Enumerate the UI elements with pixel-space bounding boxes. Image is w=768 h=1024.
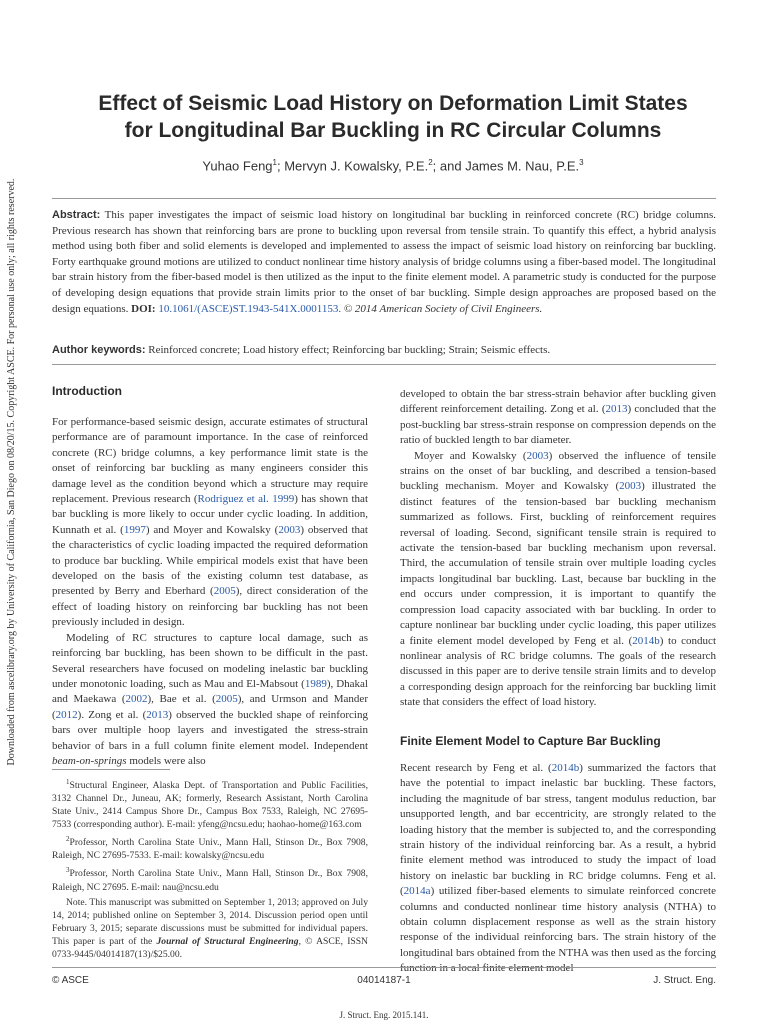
- ref-feng-2014b-2[interactable]: 2014b: [551, 762, 580, 774]
- keywords-text: Reinforced concrete; Load history effect; Reinforcing bar buckling; Strain; Seismic effects.: [145, 344, 551, 356]
- ref-kunnath-1997[interactable]: 1997: [123, 523, 146, 536]
- manuscript-note: Note. This manuscript was submitted on September 1, 2013; approved on July 14, 2014; published online on September 3, 2014. Discussion period open until February 3, 2015; separate discussions must be submitted for individual papers. This paper is part of the Journal of Structural Engineering, © ASCE, ISSN 0733-9445/04014187(13)/$25.00.: [52, 896, 368, 960]
- bottom-citation: J. Struct. Eng. 2015.141.: [339, 1010, 429, 1020]
- keywords-bottom-rule: [52, 364, 716, 365]
- title-line-2: for Longitudinal Bar Buckling in RC Circular Columns: [124, 119, 662, 142]
- intro-paragraph-2: Modeling of RC structures to capture local damage, such as reinforcing bar buckling, has been shown to be difficult in the past. Several researchers have focused on modeling inelastic bar buckling under monotonic loading, such as Mau and El-Mabsout (1989), Dhakal and Maekawa (2002), Bae et al. (2005), and Urmson and Mander (2012). Zong et al. (2013) observed the buckled shape of reinforcing bars over multiple hoop layers and investigated the stress-strain behavior of bars in a full column finite element model. Independent beam-on-springs models were also: [52, 631, 368, 767]
- ref-zong-2013b[interactable]: 2013: [605, 403, 628, 416]
- doi-label: DOI:: [131, 302, 156, 315]
- right-paragraph-2: Moyer and Kowalsky (2003) observed the influence of tensile strains on the onset of bar buckling, and described a tension-based buckling mechanism. Moyer and Kowalsky (2003) illustrated the distinct features of the tension-based bar buckling mechanism summarized as follows. First, buckling of reinforcement requires reversal of loading. Second, significant tensile strain is required to activate the tension-based bar buckling mechanism upon reversal. Third, the accumulation of tensile strain over multiple loading cycles impacts longitudinal bar buckling. Last, because bar buckling in the end occurs under compression, it is important to quantify the compression load capacity associated with bar buckling. In order to capture nonlinear bar buckling under cyclic loading, this paper utilizes a finite element model developed by Feng et al. (2014b) to conduct nonlinear analysis of RC bridge columns. The goals of the research discussed in this paper are to derive tensile strain limits and to develop a corresponding design approach for the reinforcing bar buckling limit state that considers the effect of load history.: [400, 449, 717, 709]
- ref-urmson-2012[interactable]: 2012: [55, 708, 78, 721]
- footer-page-id: 04014187-1: [357, 975, 411, 986]
- intro-paragraph-1: For performance-based seismic design, accurate estimates of structural performance are of paramount importance. In the case of reinforced concrete (RC) bridge columns, a key performance limit state is the onset of reinforcing bar buckling as many engineers consider this damage level as the condition beyond which a structure may require replacement. Previous research (Rodriguez et al. 1999) has shown that bar buckling is more likely to occur under cyclic loading. In addition, Kunnath et al. (1997) and Moyer and Kowalsky (2003) observed that the characteristics of cyclic loading impacted the required deformation to produce bar buckling. While empirical models exist that have been developed on the basis of the existing column test database, as presented by Berry and Eberhard (2005), direct consideration of the effect of loading history on reinforcing bar buckling has not been previously included in design.: [52, 416, 368, 629]
- ref-dhakal-2002[interactable]: 2002: [125, 693, 148, 706]
- introduction-heading: Introduction: [52, 384, 122, 398]
- right-column: [400, 387, 716, 711]
- right-paragraph-1: developed to obtain the bar stress-strain behavior after buckling given different reinforcement detailing. Zong et al. (2013) concluded that the post-buckling bar stress-strain response on compression depends on the ratio of buckled length to bar diameter.: [400, 388, 716, 447]
- footer-journal: J. Struct. Eng.: [653, 975, 716, 986]
- author-3-affil: 3: [579, 158, 584, 167]
- keywords-label: Author keywords:: [52, 344, 146, 356]
- author-keywords: [52, 342, 716, 358]
- finite-element-section: [400, 734, 716, 977]
- ref-zong-2013[interactable]: 2013: [146, 708, 169, 721]
- abstract-top-rule: [52, 198, 716, 199]
- ref-moyer-2003c[interactable]: 2003: [619, 480, 642, 493]
- author-2: ; Mervyn J. Kowalsky, P.E.: [276, 158, 429, 174]
- footer-copyright: © ASCE: [52, 975, 89, 986]
- ref-feng-2014b[interactable]: 2014b: [632, 634, 660, 647]
- ref-bae-2005[interactable]: 2005: [215, 693, 238, 706]
- footnotes: [52, 776, 368, 963]
- author-2-affil: 2: [428, 158, 433, 167]
- author-3: ; and James M. Nau, P.E.: [432, 158, 580, 174]
- footnote-1: $^1$Structural Engineer, Alaska Dept. of Transportation and Public Facilities, 3132 Channel Dr., Juneau, AK; formerly, Research Assistant, North Carolina State Univ., 2414 Campus Shore Dr., Campus Box 7533, Raleigh, NC 27695-7533 (corresponding author). E-mail: yfeng@ncsu.edu; haohao-home@163.com: [52, 778, 368, 831]
- ref-moyer-2003[interactable]: 2003: [278, 523, 301, 536]
- abstract: [52, 208, 716, 317]
- footer-rule: [52, 967, 716, 968]
- paper-title: [60, 90, 726, 144]
- ref-berry-2005[interactable]: 2005: [213, 585, 236, 598]
- footnote-3: $^3$Professor, North Carolina State Univ., Mann Hall, Stinson Dr., Box 7908, Raleigh, NC 27695. E-mail: nau@ncsu.edu: [52, 866, 368, 893]
- footnote-rule: [52, 769, 170, 770]
- abstract-label: Abstract:: [52, 209, 101, 221]
- abstract-copyright: © 2014 American Society of Civil Engineers.: [343, 302, 543, 315]
- ref-mau-1989[interactable]: 1989: [304, 677, 327, 690]
- author-list: [60, 158, 726, 173]
- ref-feng-2014a[interactable]: 2014a: [403, 885, 431, 898]
- footnote-2: $^2$Professor, North Carolina State Univ., Mann Hall, Stinson Dr., Box 7908, Raleigh, NC 27695-7533. E-mail: kowalsky@ncsu.edu: [52, 835, 368, 862]
- ref-moyer-2003b[interactable]: 2003: [526, 449, 549, 462]
- finite-paragraph-1: Recent research by Feng et al. (2014b) summarized the factors that have the potential to impact inelastic bar buckling. These factors, including the magnitude of bar stress, tangent modulus reduction, bar unsupported length, and bar eccentricity, are strongly related to the loading history that the member is subjected to, and the corresponding strain history of the individual reinforcing bar. As a result, a hybrid finite element method was introduced to study the impact of load history on inelastic bar buckling in RC bridge columns. Feng et al. (2014a) utilized fiber-based elements to simulate reinforced concrete columns and conducted nonlinear time history analysis (NTHA) to obtain column displacement response as well as the strain history response of the individual reinforcing bars. The strain history of the longitudinal bars obtained from the NTHA was then used as the forcing function in a local finite element model: [400, 762, 716, 975]
- left-column: [52, 384, 368, 769]
- author-1-affil: 1: [272, 158, 277, 167]
- title-line-1: Effect of Seismic Load History on Deformation Limit States: [98, 92, 688, 115]
- ref-rodriguez[interactable]: Rodriguez et al. 1999: [197, 493, 295, 506]
- download-side-note: Downloaded from ascelibrary.org by University of California, San Diego on 08/20/15. Copyright ASCE. For personal use only; all rights reserved.: [6, 178, 17, 766]
- abstract-text: This paper investigates the impact of seismic load history on longitudinal bar buckling in reinforced concrete (RC) bridge columns. Previous research has shown that reinforcing bars are prone to buckling upon reversal from tensile strain. To quantify this effect, a hybrid analysis method using both fiber and solid elements is developed and implemented to assess the impact of seismic load history on reinforcing bar buckling. Forty earthquake ground motions are utilized to conduct nonlinear time history analysis of bridge columns using a fiber-based model. The longitudinal bar strain history from the fiber-based model is then utilized as the input to the finite element model. A parametric study is conducted for the purpose of developing design equations that provide strain limits prior to the onset of bar buckling. Simple design approaches are proposed based on the design equations.: [52, 209, 716, 315]
- finite-element-heading: Finite Element Model to Capture Bar Buckling: [400, 734, 661, 748]
- doi-link[interactable]: 10.1061/(ASCE)ST.1943-541X.0001153.: [158, 302, 342, 315]
- author-1: Yuhao Feng: [202, 158, 273, 174]
